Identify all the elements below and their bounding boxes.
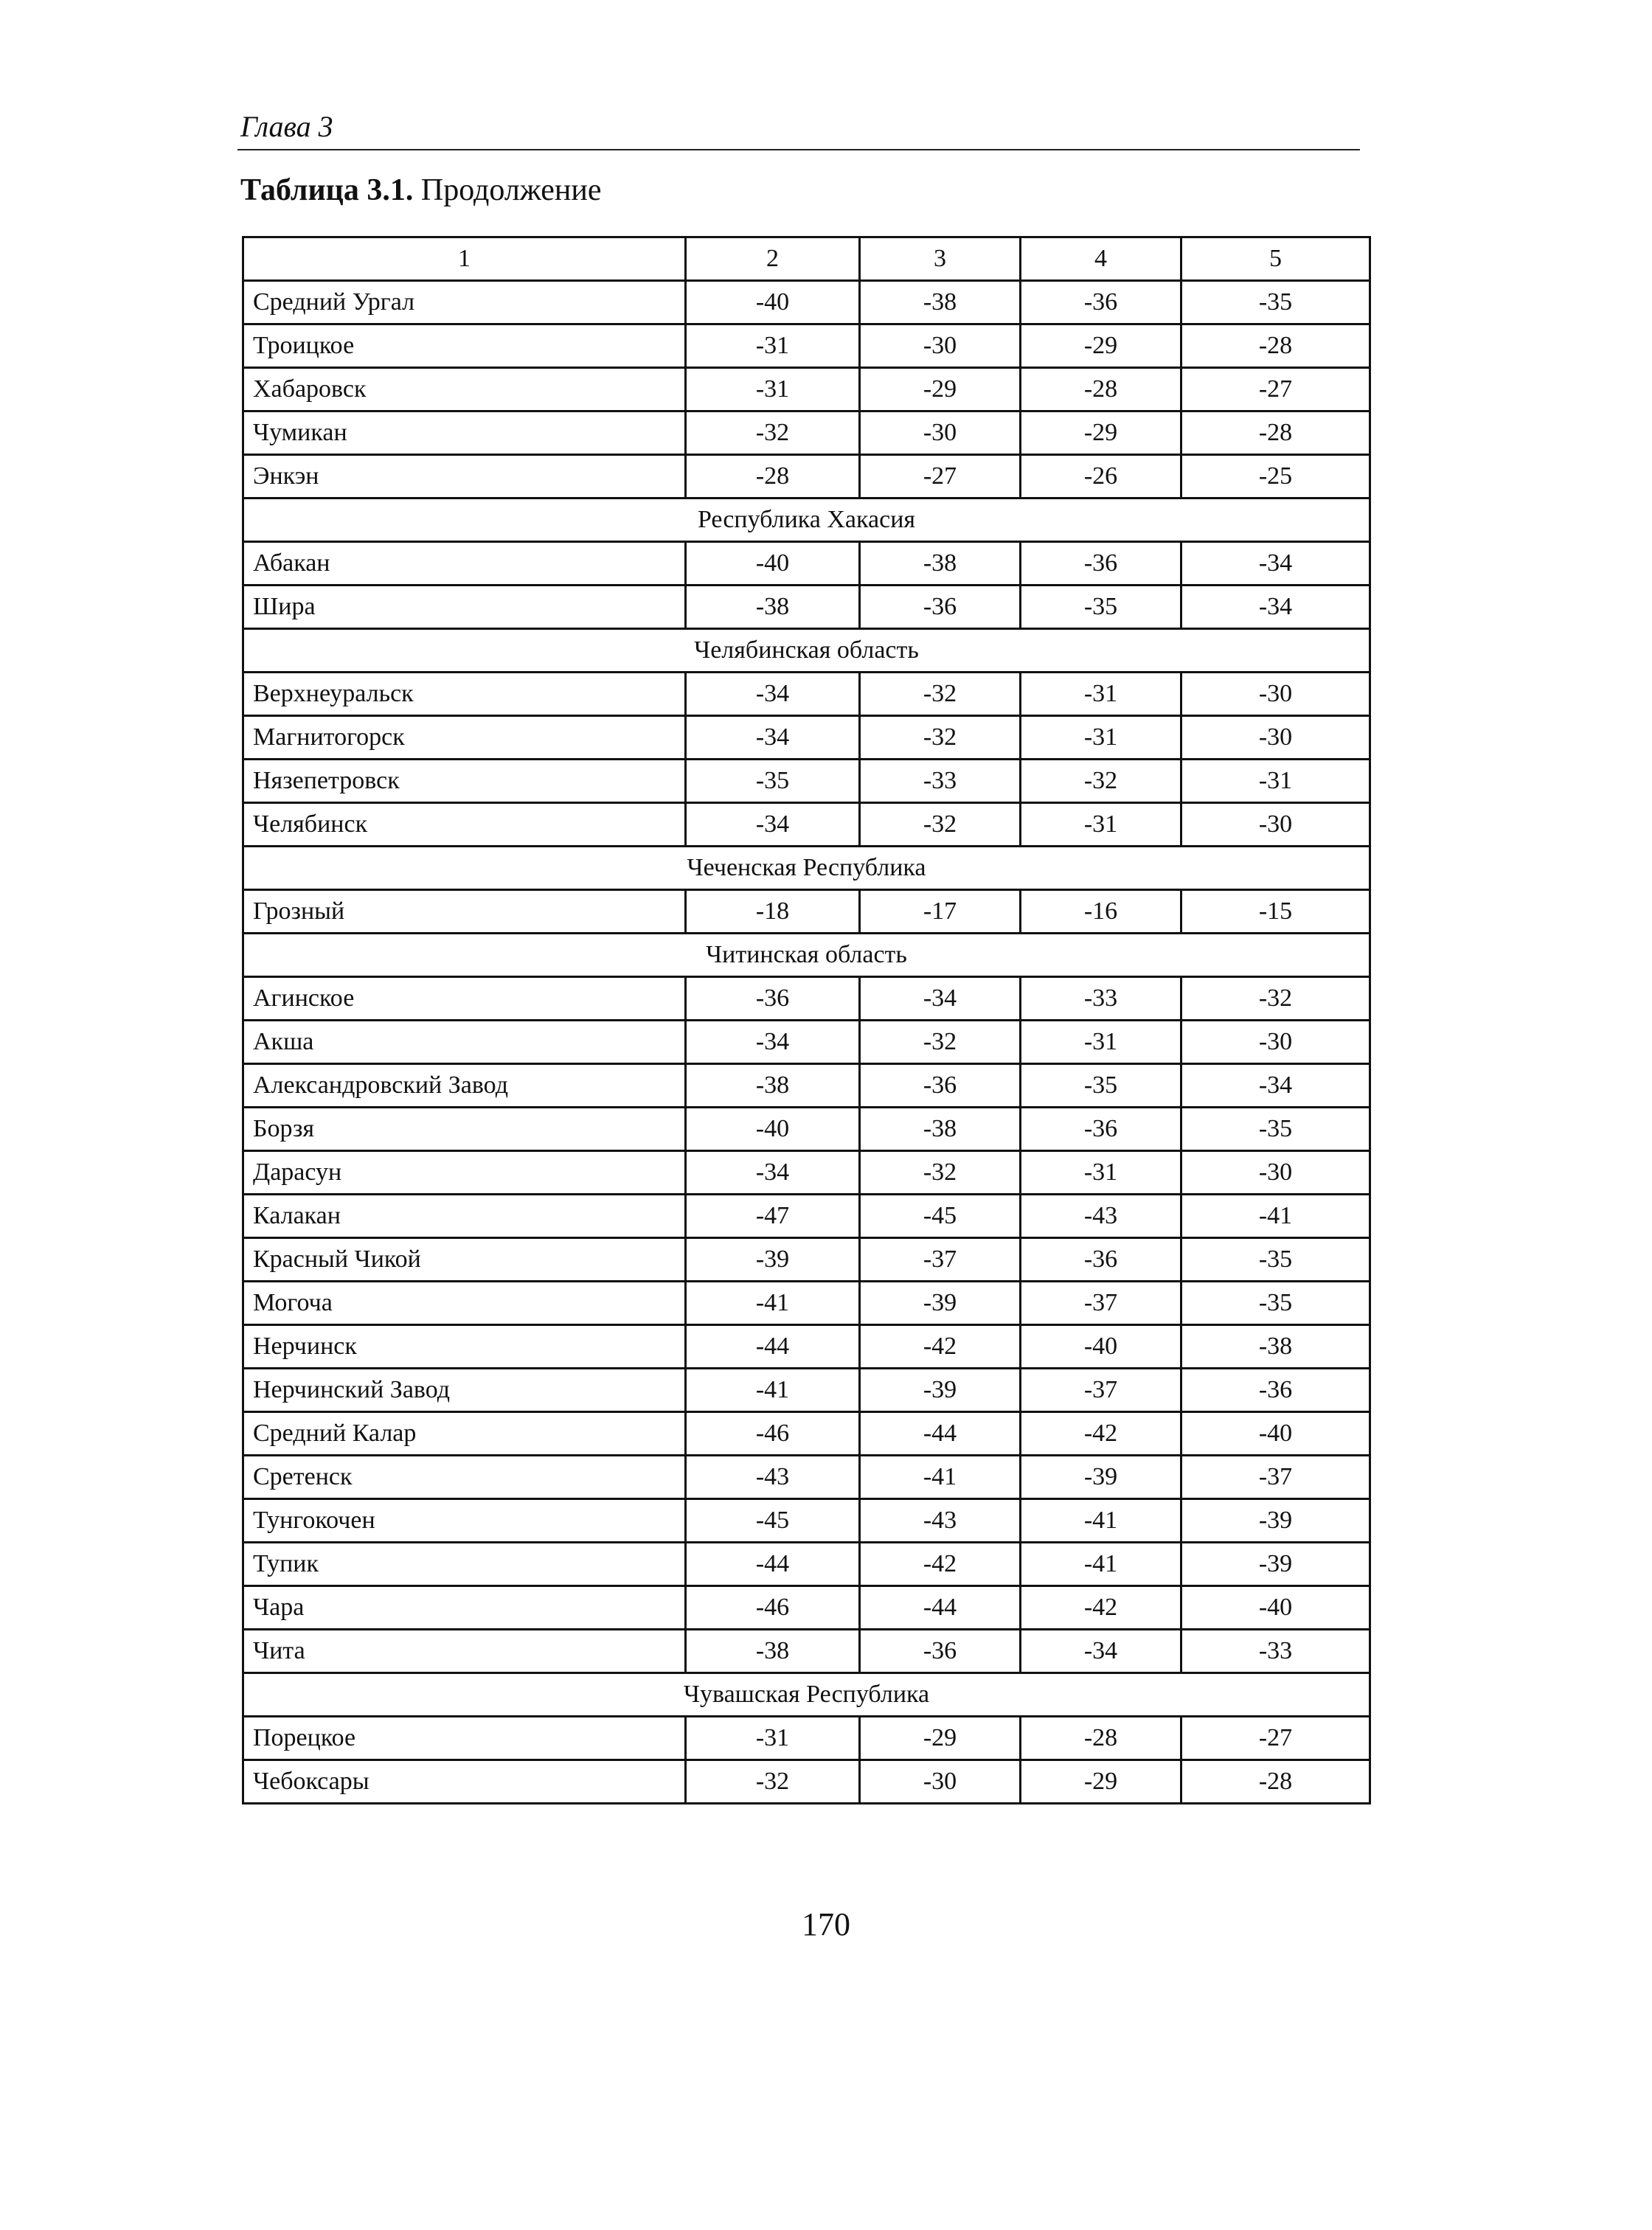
table-row (243, 411, 1370, 455)
table-row (243, 1586, 1370, 1630)
value-cell: -28 (1181, 1760, 1370, 1804)
value-cell: -29 (860, 368, 1021, 411)
table-row (243, 1456, 1370, 1499)
value-cell: -41 (860, 1456, 1021, 1499)
value-cell: -42 (1021, 1586, 1181, 1630)
value-cell: -38 (860, 281, 1021, 324)
location-name: Магнитогорск (243, 716, 686, 760)
value-cell: -39 (860, 1369, 1021, 1412)
value-cell: -34 (686, 803, 860, 847)
value-cell: -35 (1181, 1108, 1370, 1151)
section-heading: Республика Хакасия (243, 499, 1370, 542)
location-name: Александровский Завод (243, 1064, 686, 1108)
value-cell: -30 (1181, 1021, 1370, 1064)
value-cell: -33 (1021, 977, 1181, 1021)
table-row (243, 455, 1370, 499)
value-cell: -30 (1181, 716, 1370, 760)
value-cell: -42 (860, 1325, 1021, 1369)
value-cell: -36 (1021, 1108, 1181, 1151)
section-heading: Чувашская Республика (243, 1673, 1370, 1717)
value-cell: -38 (1181, 1325, 1370, 1369)
location-name: Чебоксары (243, 1760, 686, 1804)
location-name: Калакан (243, 1195, 686, 1238)
value-cell: -32 (860, 716, 1021, 760)
table-row (243, 1021, 1370, 1064)
header-cell: 2 (686, 237, 860, 281)
value-cell: -40 (1021, 1325, 1181, 1369)
value-cell: -18 (686, 890, 860, 934)
value-cell: -34 (686, 1021, 860, 1064)
value-cell: -34 (1181, 542, 1370, 586)
value-cell: -34 (860, 977, 1021, 1021)
value-cell: -28 (1181, 411, 1370, 455)
value-cell: -31 (1021, 1151, 1181, 1195)
value-cell: -28 (1021, 1717, 1181, 1760)
value-cell: -36 (1021, 542, 1181, 586)
value-cell: -40 (686, 1108, 860, 1151)
location-name: Шира (243, 586, 686, 629)
table-body (243, 237, 1370, 1804)
section-row (243, 1673, 1370, 1717)
value-cell: -41 (1021, 1499, 1181, 1543)
table-row (243, 281, 1370, 324)
header-cell: 5 (1181, 237, 1370, 281)
location-name: Порецкое (243, 1717, 686, 1760)
location-name: Верхнеуральск (243, 673, 686, 716)
value-cell: -38 (686, 586, 860, 629)
location-name: Чумикан (243, 411, 686, 455)
section-row (243, 847, 1370, 890)
value-cell: -43 (1021, 1195, 1181, 1238)
table-row (243, 324, 1370, 368)
location-name: Челябинск (243, 803, 686, 847)
table-row (243, 1151, 1370, 1195)
table-row (243, 977, 1370, 1021)
value-cell: -34 (1021, 1630, 1181, 1673)
location-name: Троицкое (243, 324, 686, 368)
value-cell: -41 (686, 1369, 860, 1412)
value-cell: -16 (1021, 890, 1181, 934)
section-heading: Читинская область (243, 934, 1370, 977)
value-cell: -35 (1021, 1064, 1181, 1108)
value-cell: -46 (686, 1412, 860, 1456)
location-name: Акша (243, 1021, 686, 1064)
value-cell: -37 (860, 1238, 1021, 1282)
location-name: Грозный (243, 890, 686, 934)
value-cell: -32 (1021, 760, 1181, 803)
value-cell: -31 (686, 1717, 860, 1760)
value-cell: -35 (1181, 1282, 1370, 1325)
value-cell: -38 (860, 542, 1021, 586)
value-cell: -39 (686, 1238, 860, 1282)
value-cell: -45 (686, 1499, 860, 1543)
value-cell: -34 (1181, 1064, 1370, 1108)
value-cell: -44 (686, 1543, 860, 1586)
table-row (243, 890, 1370, 934)
location-name: Нерчинский Завод (243, 1369, 686, 1412)
location-name: Средний Калар (243, 1412, 686, 1456)
value-cell: -44 (860, 1412, 1021, 1456)
table-row (243, 368, 1370, 411)
value-cell: -34 (1181, 586, 1370, 629)
location-name: Абакан (243, 542, 686, 586)
value-cell: -27 (860, 455, 1021, 499)
value-cell: -31 (1021, 1021, 1181, 1064)
value-cell: -42 (860, 1543, 1021, 1586)
value-cell: -31 (686, 324, 860, 368)
location-name: Сретенск (243, 1456, 686, 1499)
value-cell: -29 (1021, 411, 1181, 455)
value-cell: -41 (686, 1282, 860, 1325)
section-row (243, 499, 1370, 542)
value-cell: -38 (686, 1630, 860, 1673)
location-name: Красный Чикой (243, 1238, 686, 1282)
value-cell: -45 (860, 1195, 1021, 1238)
location-name: Дарасун (243, 1151, 686, 1195)
value-cell: -33 (860, 760, 1021, 803)
value-cell: -40 (1181, 1586, 1370, 1630)
value-cell: -28 (1021, 368, 1181, 411)
value-cell: -36 (686, 977, 860, 1021)
value-cell: -33 (1181, 1630, 1370, 1673)
location-name: Могоча (243, 1282, 686, 1325)
table-row (243, 542, 1370, 586)
table-row (243, 1195, 1370, 1238)
value-cell: -30 (860, 411, 1021, 455)
table-row (243, 673, 1370, 716)
running-head: Глава 3 (240, 110, 333, 143)
table-row (243, 1282, 1370, 1325)
table-row (243, 1499, 1370, 1543)
value-cell: -40 (686, 542, 860, 586)
table-row (243, 1717, 1370, 1760)
value-cell: -35 (686, 760, 860, 803)
value-cell: -17 (860, 890, 1021, 934)
value-cell: -31 (1021, 716, 1181, 760)
value-cell: -28 (1181, 324, 1370, 368)
table-row (243, 803, 1370, 847)
caption-label: Таблица 3.1. (240, 173, 414, 207)
location-name: Чара (243, 1586, 686, 1630)
table-row (243, 1369, 1370, 1412)
value-cell: -31 (686, 368, 860, 411)
table-row (243, 1543, 1370, 1586)
table-header-row (243, 237, 1370, 281)
value-cell: -28 (686, 455, 860, 499)
value-cell: -41 (1021, 1543, 1181, 1586)
page-number: 170 (802, 1906, 850, 1942)
value-cell: -30 (860, 1760, 1021, 1804)
value-cell: -37 (1021, 1282, 1181, 1325)
location-name: Агинское (243, 977, 686, 1021)
value-cell: -42 (1021, 1412, 1181, 1456)
data-table (242, 236, 1371, 1805)
location-name: Борзя (243, 1108, 686, 1151)
value-cell: -34 (686, 673, 860, 716)
location-name: Энкэн (243, 455, 686, 499)
value-cell: -44 (686, 1325, 860, 1369)
value-cell: -34 (686, 716, 860, 760)
value-cell: -40 (686, 281, 860, 324)
value-cell: -35 (1181, 281, 1370, 324)
value-cell: -46 (686, 1586, 860, 1630)
value-cell: -32 (860, 673, 1021, 716)
value-cell: -32 (860, 1021, 1021, 1064)
value-cell: -30 (1181, 803, 1370, 847)
value-cell: -36 (1021, 1238, 1181, 1282)
value-cell: -32 (1181, 977, 1370, 1021)
header-cell: 4 (1021, 237, 1181, 281)
section-row (243, 934, 1370, 977)
value-cell: -43 (686, 1456, 860, 1499)
value-cell: -36 (860, 1630, 1021, 1673)
value-cell: -30 (860, 324, 1021, 368)
section-row (243, 629, 1370, 673)
location-name: Тунгокочен (243, 1499, 686, 1543)
table-row (243, 1238, 1370, 1282)
value-cell: -15 (1181, 890, 1370, 934)
location-name: Чита (243, 1630, 686, 1673)
value-cell: -27 (1181, 1717, 1370, 1760)
value-cell: -31 (1181, 760, 1370, 803)
header-cell: 1 (243, 237, 686, 281)
table-row (243, 1064, 1370, 1108)
value-cell: -39 (1021, 1456, 1181, 1499)
table-row (243, 1325, 1370, 1369)
value-cell: -38 (860, 1108, 1021, 1151)
value-cell: -39 (860, 1282, 1021, 1325)
location-name: Хабаровск (243, 368, 686, 411)
table-row (243, 1108, 1370, 1151)
value-cell: -31 (1021, 673, 1181, 716)
value-cell: -47 (686, 1195, 860, 1238)
value-cell: -27 (1181, 368, 1370, 411)
value-cell: -37 (1181, 1456, 1370, 1499)
table-row (243, 760, 1370, 803)
value-cell: -32 (860, 803, 1021, 847)
header-cell: 3 (860, 237, 1021, 281)
location-name: Тупик (243, 1543, 686, 1586)
value-cell: -25 (1181, 455, 1370, 499)
value-cell: -29 (1021, 1760, 1181, 1804)
value-cell: -39 (1181, 1499, 1370, 1543)
table-row (243, 1412, 1370, 1456)
value-cell: -32 (860, 1151, 1021, 1195)
value-cell: -39 (1181, 1543, 1370, 1586)
value-cell: -32 (686, 411, 860, 455)
value-cell: -32 (686, 1760, 860, 1804)
location-name: Средний Ургал (243, 281, 686, 324)
value-cell: -40 (1181, 1412, 1370, 1456)
value-cell: -41 (1181, 1195, 1370, 1238)
value-cell: -36 (860, 586, 1021, 629)
value-cell: -35 (1181, 1238, 1370, 1282)
location-name: Нерчинск (243, 1325, 686, 1369)
value-cell: -35 (1021, 586, 1181, 629)
value-cell: -36 (1021, 281, 1181, 324)
value-cell: -34 (686, 1151, 860, 1195)
caption-text: Продолжение (413, 173, 602, 207)
value-cell: -30 (1181, 673, 1370, 716)
value-cell: -44 (860, 1586, 1021, 1630)
value-cell: -29 (860, 1717, 1021, 1760)
table-row (243, 1760, 1370, 1804)
table-row (243, 716, 1370, 760)
value-cell: -29 (1021, 324, 1181, 368)
value-cell: -37 (1021, 1369, 1181, 1412)
value-cell: -43 (860, 1499, 1021, 1543)
header-rule (237, 149, 1360, 150)
value-cell: -38 (686, 1064, 860, 1108)
value-cell: -36 (860, 1064, 1021, 1108)
table-caption (240, 173, 602, 208)
value-cell: -36 (1181, 1369, 1370, 1412)
value-cell: -30 (1181, 1151, 1370, 1195)
section-heading: Чеченская Республика (243, 847, 1370, 890)
value-cell: -31 (1021, 803, 1181, 847)
table-row (243, 1630, 1370, 1673)
location-name: Нязепетровск (243, 760, 686, 803)
section-heading: Челябинская область (243, 629, 1370, 673)
table-row (243, 586, 1370, 629)
value-cell: -26 (1021, 455, 1181, 499)
